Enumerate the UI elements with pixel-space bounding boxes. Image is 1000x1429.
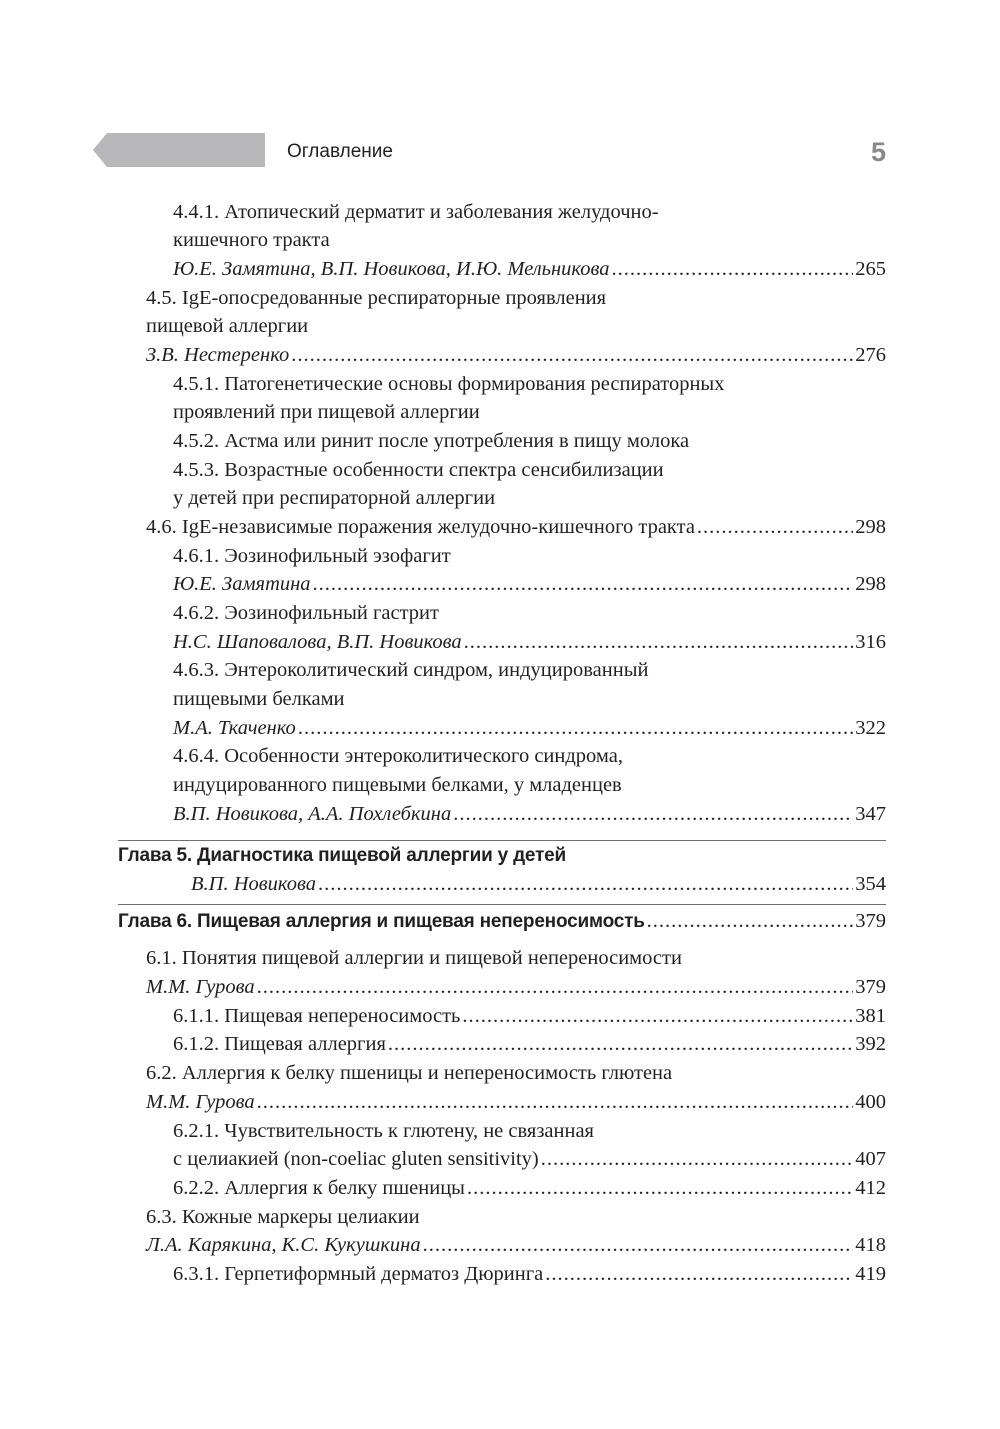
toc-entry: [173, 714, 886, 743]
entry-page-number: 379: [855, 976, 886, 998]
entry-authors: М.М. Гурова: [146, 976, 255, 998]
entry-title: проявлений при пищевой аллергии: [173, 401, 480, 423]
dot-leader: [388, 1030, 853, 1059]
entry-title: пищевыми белками: [173, 688, 345, 710]
dot-leader: [291, 341, 853, 370]
entry-authors: Н.С. Шаповалова, В.П. Новикова: [173, 631, 462, 653]
entry-title: 6.2.1. Чувствительность к глютену, не связанная: [173, 1120, 594, 1142]
entry-title: 6.2. Аллергия к белку пшеницы и непереносимость глютена: [146, 1062, 673, 1084]
entry-title: 4.6. IgE-независимые поражения желудочно-кишечного тракта: [146, 516, 695, 538]
entry-authors: В.П. Новикова, А.А. Похлебкина: [173, 803, 452, 825]
entry-title: 4.6.3. Энтероколитический синдром, индуцированный: [173, 659, 649, 681]
entry-page-number: 298: [855, 573, 886, 595]
entry-title: индуцированного пищевыми белками, у младенцев: [173, 774, 622, 796]
entry-authors: Л.А. Карякина, К.С. Кукушкина: [146, 1234, 421, 1256]
entry-title: 6.1.2. Пищевая аллергия: [173, 1033, 386, 1055]
toc-entry: [173, 1030, 886, 1059]
entry-page-number: 354: [855, 873, 886, 895]
toc-entry: [191, 870, 886, 899]
dot-leader: [647, 907, 854, 936]
chapter-title: Глава 6. Пищевая аллергия и пищевая непереносимость: [118, 911, 645, 932]
toc-entry: [173, 685, 345, 714]
entry-page-number: 412: [855, 1177, 886, 1199]
entry-page-number: 381: [855, 1005, 886, 1027]
dot-leader: [612, 255, 854, 284]
dot-leader: [545, 1260, 853, 1289]
toc-entry: [173, 800, 886, 829]
dot-leader: [462, 1002, 853, 1031]
toc-entry: [173, 1260, 886, 1289]
entry-page-number: 418: [855, 1234, 886, 1256]
toc-entry: [173, 1117, 594, 1146]
dot-leader: [298, 714, 853, 743]
toc-entry: [173, 198, 659, 227]
entry-title: 4.5. IgE-опосредованные респираторные проявления: [146, 287, 607, 309]
entry-title: 4.6.2. Эозинофильный гастрит: [173, 602, 439, 624]
toc-entry: [173, 599, 439, 628]
toc-entry: [146, 312, 308, 341]
entry-page-number: 316: [855, 631, 886, 653]
toc-entry: [173, 484, 495, 513]
entry-title: 4.6.1. Эозинофильный эзофагит: [173, 545, 451, 567]
entry-title: 6.1. Понятия пищевой аллергии и пищевой непереносимости: [146, 947, 682, 969]
entry-title: у детей при респираторной аллергии: [173, 487, 496, 509]
toc-entry: [173, 570, 886, 599]
toc-entry: [173, 398, 480, 427]
dot-leader: [453, 800, 853, 829]
entry-title: 4.5.1. Патогенетические основы формирования респираторных: [173, 373, 725, 395]
toc-entry: [173, 1174, 886, 1203]
entry-title: с целиакией (non-coeliac gluten sensitivity): [173, 1148, 539, 1170]
dot-leader: [697, 513, 853, 542]
entry-page-number: 322: [855, 717, 886, 739]
entry-page-number: 379: [855, 910, 886, 932]
entry-authors: Ю.Е. Замятина: [173, 573, 311, 595]
entry-page-number: 298: [855, 516, 886, 538]
entry-page-number: 392: [855, 1033, 886, 1055]
dot-leader: [541, 1145, 853, 1174]
toc-entry: [146, 1203, 420, 1232]
entry-title: 6.1.1. Пищевая непереносимость: [173, 1005, 461, 1027]
entry-title: 6.3. Кожные маркеры целиакии: [146, 1206, 420, 1228]
chapter-separator: [118, 904, 886, 905]
entry-authors: З.В. Нестеренко: [146, 344, 290, 366]
toc-entry: [173, 656, 648, 685]
toc-entry: [173, 427, 689, 456]
entry-title: 6.2.2. Аллергия к белку пшеницы: [173, 1177, 465, 1199]
toc-entry: [173, 1002, 886, 1031]
page-title: Оглавление: [287, 141, 393, 162]
toc-entry: [146, 944, 682, 973]
chapter-title: Глава 5. Диагностика пищевой аллергии у детей: [118, 845, 567, 866]
dot-leader: [423, 1231, 854, 1260]
toc-entry: [173, 226, 330, 255]
toc-entry: [173, 456, 664, 485]
entry-title: 4.5.2. Астма или ринит после употребления в пищу молока: [173, 430, 690, 452]
entry-title: пищевой аллергии: [146, 315, 309, 337]
entry-authors: М.М. Гурова: [146, 1091, 255, 1113]
entry-authors: М.А. Ткаченко: [173, 717, 296, 739]
toc-entry: [118, 841, 566, 870]
toc-entry: [146, 284, 606, 313]
toc-entry: [146, 513, 886, 542]
toc-entry: [173, 742, 623, 771]
entry-page-number: 400: [855, 1091, 886, 1113]
toc-entry: [118, 907, 886, 936]
chapter-separator: [118, 840, 886, 841]
dot-leader: [464, 628, 854, 657]
toc-entry: [146, 1088, 886, 1117]
entry-page-number: 407: [855, 1148, 886, 1170]
page-number: 5: [870, 137, 886, 167]
toc-entry: [173, 370, 724, 399]
entry-title: 4.4.1. Атопический дерматит и заболевания желудочно-: [173, 201, 659, 223]
toc-entry: [173, 255, 886, 284]
toc-entry: [146, 1231, 886, 1260]
dot-leader: [257, 973, 854, 1002]
entry-title: 6.3.1. Герпетиформный дерматоз Дюринга: [173, 1263, 544, 1285]
entry-authors: В.П. Новикова: [191, 873, 316, 895]
toc-entry: [173, 771, 622, 800]
dot-leader: [467, 1174, 853, 1203]
toc-entry: [146, 1059, 672, 1088]
dot-leader: [257, 1088, 854, 1117]
dot-leader: [318, 870, 853, 899]
entry-authors: Ю.Е. Замятина, В.П. Новикова, И.Ю. Мельникова: [173, 258, 610, 280]
toc-entry: [173, 628, 886, 657]
toc-entry: [146, 341, 886, 370]
entry-title: 4.6.4. Особенности энтероколитического синдрома,: [173, 745, 623, 767]
toc-entry: [173, 1145, 886, 1174]
toc-entry: [146, 973, 886, 1002]
entry-title: 4.5.3. Возрастные особенности спектра сенсибилизации: [173, 459, 664, 481]
toc-entry: [173, 542, 451, 571]
entry-page-number: 276: [855, 344, 886, 366]
entry-title: кишечного тракта: [173, 229, 330, 251]
entry-page-number: 419: [855, 1263, 886, 1285]
entry-page-number: 265: [855, 258, 886, 280]
dot-leader: [313, 570, 854, 599]
entry-page-number: 347: [855, 803, 886, 825]
